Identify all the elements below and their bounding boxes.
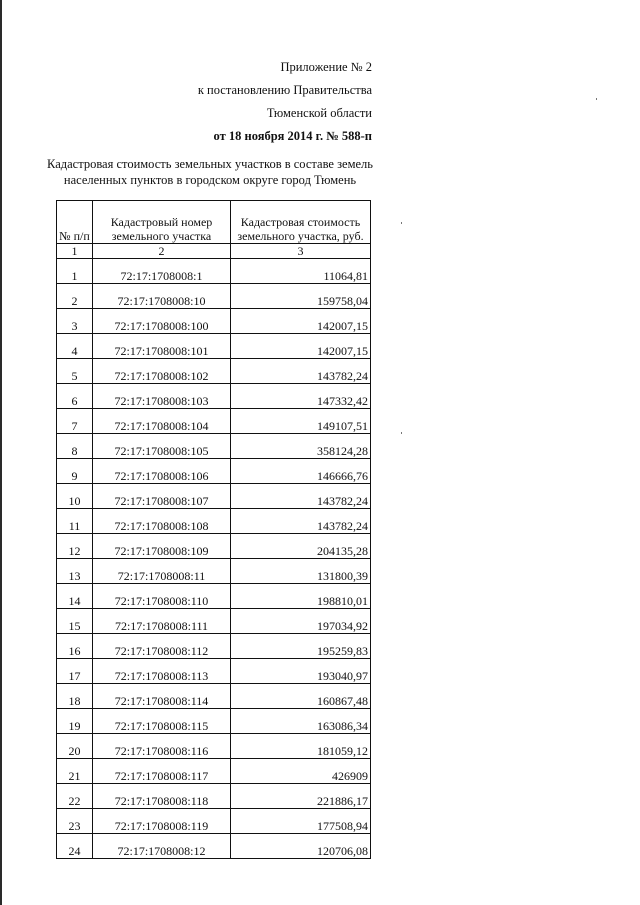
cadastral-value: 204135,28 — [231, 534, 371, 559]
table-row — [57, 784, 371, 809]
table-row — [57, 409, 371, 434]
row-index: 14 — [57, 584, 93, 609]
cadastral-number: 72:17:1708008:114 — [93, 684, 231, 709]
cadastral-number: 72:17:1708008:107 — [93, 484, 231, 509]
row-index: 7 — [57, 409, 93, 434]
row-index: 23 — [57, 809, 93, 834]
row-index: 10 — [57, 484, 93, 509]
cadastral-value: 177508,94 — [231, 809, 371, 834]
table-row — [57, 484, 371, 509]
cadastral-value: 426909 — [231, 759, 371, 784]
cadastral-number: 72:17:1708008:113 — [93, 659, 231, 684]
cadastral-value-table — [56, 200, 371, 859]
header-cadastral-value: Кадастровая стоимость земельного участка, руб. — [231, 201, 371, 244]
cadastral-number: 72:17:1708008:119 — [93, 809, 231, 834]
row-index: 21 — [57, 759, 93, 784]
cadastral-value: 160867,48 — [231, 684, 371, 709]
row-index: 24 — [57, 834, 93, 859]
column-number: 2 — [93, 244, 231, 259]
table-row — [57, 809, 371, 834]
cadastral-number: 72:17:1708008:105 — [93, 434, 231, 459]
row-index: 5 — [57, 359, 93, 384]
row-index: 4 — [57, 334, 93, 359]
table-row — [57, 509, 371, 534]
cadastral-value: 198810,01 — [231, 584, 371, 609]
title-line-1: Кадастровая стоимость земельных участков в составе земель — [47, 157, 373, 171]
scan-speck — [596, 98, 597, 100]
cadastral-value: 147332,42 — [231, 384, 371, 409]
row-index: 22 — [57, 784, 93, 809]
cadastral-value: 149107,51 — [231, 409, 371, 434]
table-row — [57, 309, 371, 334]
table-row — [57, 734, 371, 759]
cadastral-value: 143782,24 — [231, 359, 371, 384]
row-index: 19 — [57, 709, 93, 734]
row-index: 15 — [57, 609, 93, 634]
cadastral-number: 72:17:1708008:106 — [93, 459, 231, 484]
document-header — [198, 56, 372, 148]
cadastral-number: 72:17:1708008:110 — [93, 584, 231, 609]
row-index: 1 — [57, 259, 93, 284]
table-row — [57, 559, 371, 584]
table-row — [57, 584, 371, 609]
cadastral-value: 142007,15 — [231, 309, 371, 334]
column-number: 1 — [57, 244, 93, 259]
table-row — [57, 359, 371, 384]
row-index: 13 — [57, 559, 93, 584]
cadastral-value: 358124,28 — [231, 434, 371, 459]
row-index: 2 — [57, 284, 93, 309]
header-cadastral-number: Кадастровый номер земельного участка — [93, 201, 231, 244]
cadastral-number: 72:17:1708008:116 — [93, 734, 231, 759]
cadastral-number: 72:17:1708008:112 — [93, 634, 231, 659]
cadastral-number: 72:17:1708008:104 — [93, 409, 231, 434]
row-index: 18 — [57, 684, 93, 709]
cadastral-number: 72:17:1708008:118 — [93, 784, 231, 809]
cadastral-number: 72:17:1708008:115 — [93, 709, 231, 734]
cadastral-number: 72:17:1708008:1 — [93, 259, 231, 284]
cadastral-value: 197034,92 — [231, 609, 371, 634]
row-index: 6 — [57, 384, 93, 409]
document-title — [40, 156, 380, 188]
row-index: 17 — [57, 659, 93, 684]
cadastral-value: 163086,34 — [231, 709, 371, 734]
cadastral-number: 72:17:1708008:10 — [93, 284, 231, 309]
cadastral-value: 181059,12 — [231, 734, 371, 759]
table-row — [57, 334, 371, 359]
cadastral-value: 120706,08 — [231, 834, 371, 859]
table-row — [57, 684, 371, 709]
table-row — [57, 834, 371, 859]
region-name: Тюменской области — [266, 106, 372, 120]
table-row — [57, 434, 371, 459]
cadastral-number: 72:17:1708008:103 — [93, 384, 231, 409]
table-row — [57, 384, 371, 409]
cadastral-number: 72:17:1708008:12 — [93, 834, 231, 859]
column-number-row — [57, 244, 371, 259]
scan-speck — [401, 222, 402, 224]
scan-speck — [401, 432, 402, 434]
cadastral-value: 143782,24 — [231, 484, 371, 509]
row-index: 16 — [57, 634, 93, 659]
table-row — [57, 634, 371, 659]
cadastral-number: 72:17:1708008:109 — [93, 534, 231, 559]
table-row — [57, 709, 371, 734]
cadastral-value: 11064,81 — [231, 259, 371, 284]
header-index: № п/п — [57, 201, 93, 244]
row-index: 12 — [57, 534, 93, 559]
cadastral-value: 159758,04 — [231, 284, 371, 309]
title-line-2: населенных пунктов в городском округе город Тюмень — [63, 173, 357, 187]
cadastral-number: 72:17:1708008:101 — [93, 334, 231, 359]
table-row — [57, 759, 371, 784]
cadastral-value: 131800,39 — [231, 559, 371, 584]
row-index: 8 — [57, 434, 93, 459]
column-number: 3 — [231, 244, 371, 259]
cadastral-number: 72:17:1708008:108 — [93, 509, 231, 534]
scan-edge-shadow — [0, 0, 2, 905]
table-row — [57, 284, 371, 309]
cadastral-value: 142007,15 — [231, 334, 371, 359]
table-row — [57, 659, 371, 684]
appendix-label: Приложение № 2 — [280, 60, 372, 74]
table-row — [57, 534, 371, 559]
row-index: 3 — [57, 309, 93, 334]
cadastral-value: 193040,97 — [231, 659, 371, 684]
cadastral-value: 221886,17 — [231, 784, 371, 809]
cadastral-number: 72:17:1708008:111 — [93, 609, 231, 634]
cadastral-value: 143782,24 — [231, 509, 371, 534]
row-index: 11 — [57, 509, 93, 534]
row-index: 9 — [57, 459, 93, 484]
table-row — [57, 609, 371, 634]
cadastral-number: 72:17:1708008:100 — [93, 309, 231, 334]
table-row — [57, 459, 371, 484]
resolution-reference: к постановлению Правительства — [197, 83, 372, 97]
cadastral-value: 195259,83 — [231, 634, 371, 659]
cadastral-value: 146666,76 — [231, 459, 371, 484]
row-index: 20 — [57, 734, 93, 759]
resolution-date-number: от 18 ноября 2014 г. № 588-п — [213, 129, 372, 143]
cadastral-number: 72:17:1708008:117 — [93, 759, 231, 784]
cadastral-number: 72:17:1708008:102 — [93, 359, 231, 384]
cadastral-number: 72:17:1708008:11 — [93, 559, 231, 584]
table-header-row — [57, 201, 371, 244]
table-row — [57, 259, 371, 284]
